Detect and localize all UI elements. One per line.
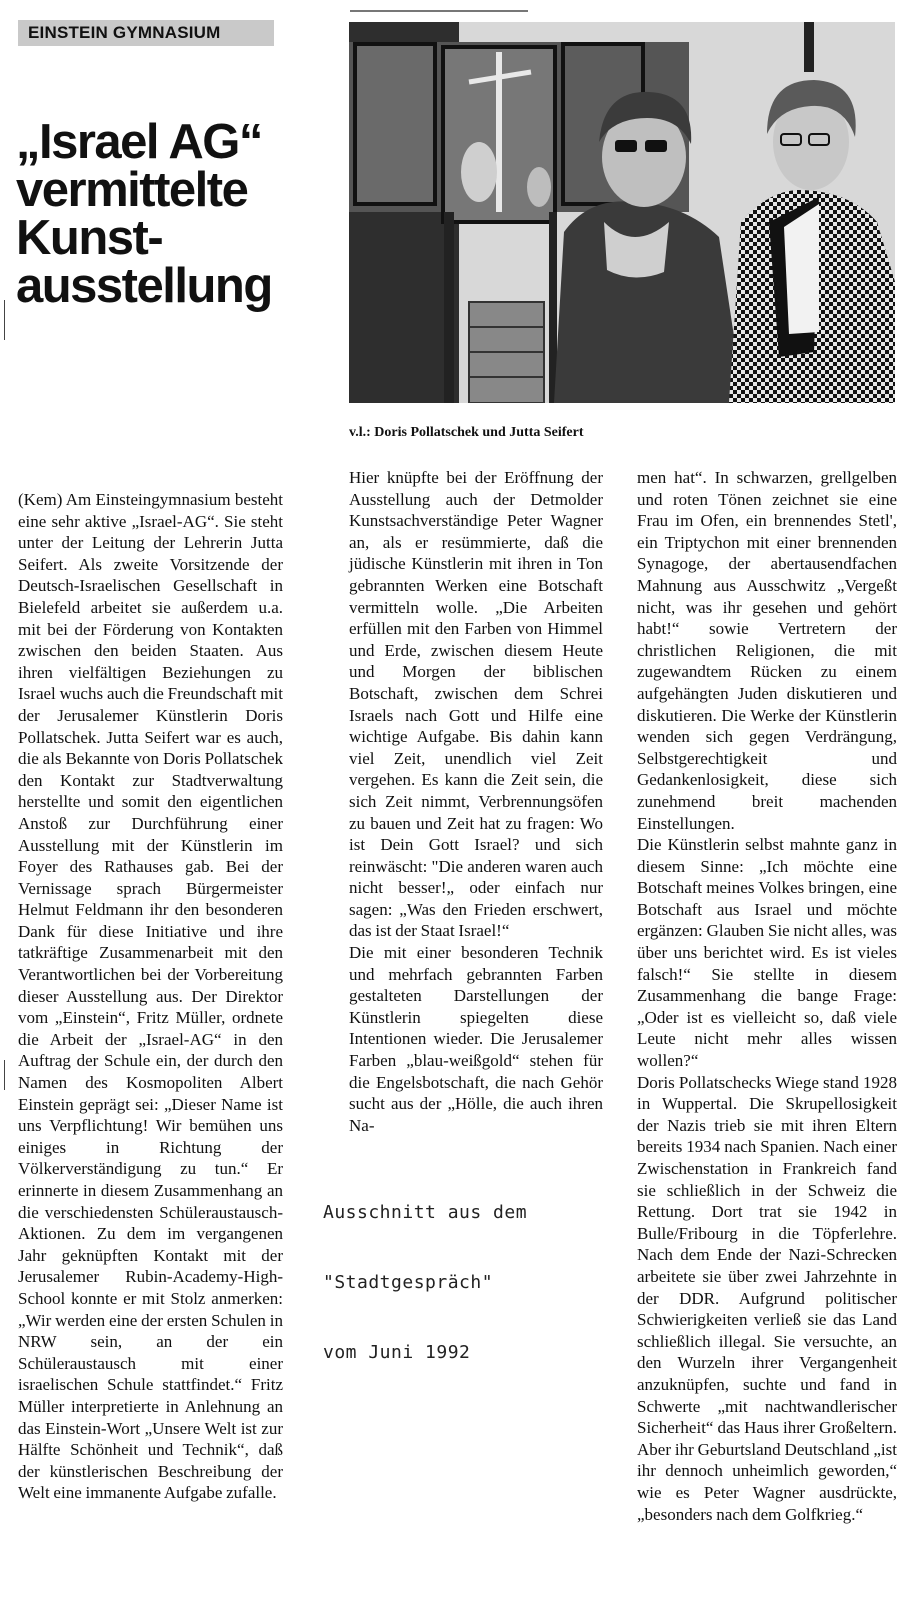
source-note-line-1: Ausschnitt aus dem [323, 1202, 528, 1223]
headline: „Israel AG“ vermittelte Kunst- ausstellung [16, 115, 272, 313]
photo-caption: v.l.: Doris Pollatschek und Jutta Seifert [349, 425, 584, 440]
section-kicker: EINSTEIN GYMNASIUM [18, 20, 274, 46]
article-column-1: (Kem) Am Einsteingymnasium besteht eine sehr aktive „Israel-AG“. Sie steht unter der Leitung der Lehrerin Jutta Seifert. Als zweite Vorsitzende der Deutsch-Israelischen Gesellschaft in Bielefeld arbeitet sie außerdem u.a. mit bei der Förderung von Kontakten zwischen den beiden Staaten. Aus ihren vielfältigen Beziehungen zu Israel wuchs auch die Freundschaft mit der Jerusalemer Künstlerin Doris Pollatschek. Jutta Seifert war es auch, die als Bekannte von Doris Pollatschek den Kontakt zur Stadtverwaltung herstellte und somit den eigentlichen Anstoß zur Durchführung einer Ausstellung mit der Künstlerin im Foyer des Rathauses gab. Bei der Vernissage sprach Bürgermeister Helmut Feldmann ihr den besonderen Dank für diese Initiative und ihre tatkräftige Zusammenarbeit mit den Verantwortlichen bei der Vorbereitung dieser Ausstellung aus. Der Direktor vom „Einstein“, Fritz Müller, ordnete die Arbeit der „Israel-AG“ in den Auftrag der Schule ein, der durch den Namen des Kosmopoliten Albert Einstein geprägt sei: „Dieser Name ist uns Verpflichtung! Wir bemühen uns einiges in Richtung der Völkerverständigung zu tun.“ Er erinnerte in diesem Zusammenhang an die verschiedensten Schüleraustausch-Aktionen. Zu dem im vergangenen Jahr geknüpften Kontakt mit der Jerusalemer Rubin-Academy-High-School konnte er mit Stolz anmerken: „Wir werden eine der ersten Schulen in NRW sein, an der ein Schüleraustausch mit einer israelischen Schule stattfindet.“ Fritz Müller interpretierte in Anlehnung an das Einstein-Wort „Unsere Welt ist zur Hälfte Schönheit und Technik“, daß der künstlerischen Beschreibung der Welt eine immanente Aufgabe zufalle. [18, 490, 283, 1503]
top-rule [350, 10, 528, 12]
photo-illustration [349, 22, 895, 403]
article-column-3: men hat“. In schwarzen, grellgelben und roten Tönen zeichnet sie eine Frau im Ofen, ein brennendes Stetl', ein Triptychon mit einer brennenden Synagoge, der abertausendfachen Mahnung aus Ausschwitz „Vergeßt nicht, was ihr gesehen und gehört habt!“ sowie Vertretern der christlichen Religionen, die mit zugewandtem Rücken zu einem aufgehängten Juden diskutieren und diskutieren. Die Werke der Künstlerin wenden sich gegen Verdrängung, Selbstgerechtigkeit und Gedankenlosigkeit, diese sich zunehmend breit machenden Einstellungen. Die Künstlerin selbst mahnte ganz in diesem Sinne: „Ich möchte eine Botschaft meines Volkes bringen, eine Botschaft aus Israel und möchte ergänzen: Glauben Sie nicht alles, was über uns berichtet wird. Es ist vieles falsch!“ Sie stellte in diesem Zusammenhang die bange Frage: „Oder ist es vielleicht so, daß viele Leute nicht mehr alles wissen wollen?“ Doris Pollatschecks Wiege stand 1928 in Wuppertal. Die Skrupellosigkeit der Nazis trieb sie mit ihren Eltern bereits 1934 nach Spanien. Nach einer Zwischenstation in Frankreich fand sie schließlich in der Schweiz die Rettung. Dort trat sie 1942 in Bulle/Fribourg in die Töpferlehre. Nach dem Ende der Nazi-Schrecken arbeitete sie über zwei Jahrzehnte in der DDR. Aufgrund politischer Schwierigkeiten verließ sie das Land schließlich illegal. Sie versuchte, an den Wurzeln ihrer Vergangenheit anzuknüpfen, suchte und fand in Schwerte „mit nachtwandlerischer Sicherheit“ das Haus ihrer Großeltern. Aber ihr Geburtsland Deutschland „ist ihr dennoch unheimlich geworden,“ wie es Peter Wagner ausdrückte, „besonders nach dem Golfkrieg.“ [637, 468, 897, 1524]
source-note-line-3: vom Juni 1992 [323, 1342, 471, 1363]
scan-margin-mark [4, 300, 5, 340]
source-note-line-2: "Stadtgespräch" [323, 1272, 494, 1293]
article-column-2: Hier knüpfte bei der Eröffnung der Ausstellung auch der Detmolder Kunstsachverständige Peter Wagner an, als er resümmierte, daß die jüdische Künstlerin mit ihren in Ton gebrannten Werken eine Botschaft vermitteln wolle. „Die Arbeiten erfüllen mit den Farben von Himmel und Erde, zwischen diesem Heute und Morgen der biblischen Botschaft, zwischen dem Schrei Israels nach Gott und Hilfe eine wichtige Aufgabe. Bis dahin kann viel Zeit, unendlich viel Zeit vergehen. Es kann die Zeit sein, die sich Zeit nimmt, Verbrennungsöfen zu bauen und Zeit hat zu fragen: Wo ist Dein Gott Israel? und sich reinwäscht: "Die anderen waren auch nicht besser!„ oder einfach nur sagen: „Was den Frieden erschwert, das ist der Staat Israel!“ Die mit einer besonderen Technik und mehrfach gebrannten Farben gestalteten Darstellungen der Künstlerin spiegelten diese Intentionen wieder. Die Jerusalemer Farben „blau-weißgold“ stehen für die Engelsbotschaft, die nach Gehör sucht aus der „Hölle, die auch ihren Na- [349, 468, 603, 1135]
scan-margin-mark [4, 1060, 5, 1090]
article-photo [349, 22, 895, 403]
